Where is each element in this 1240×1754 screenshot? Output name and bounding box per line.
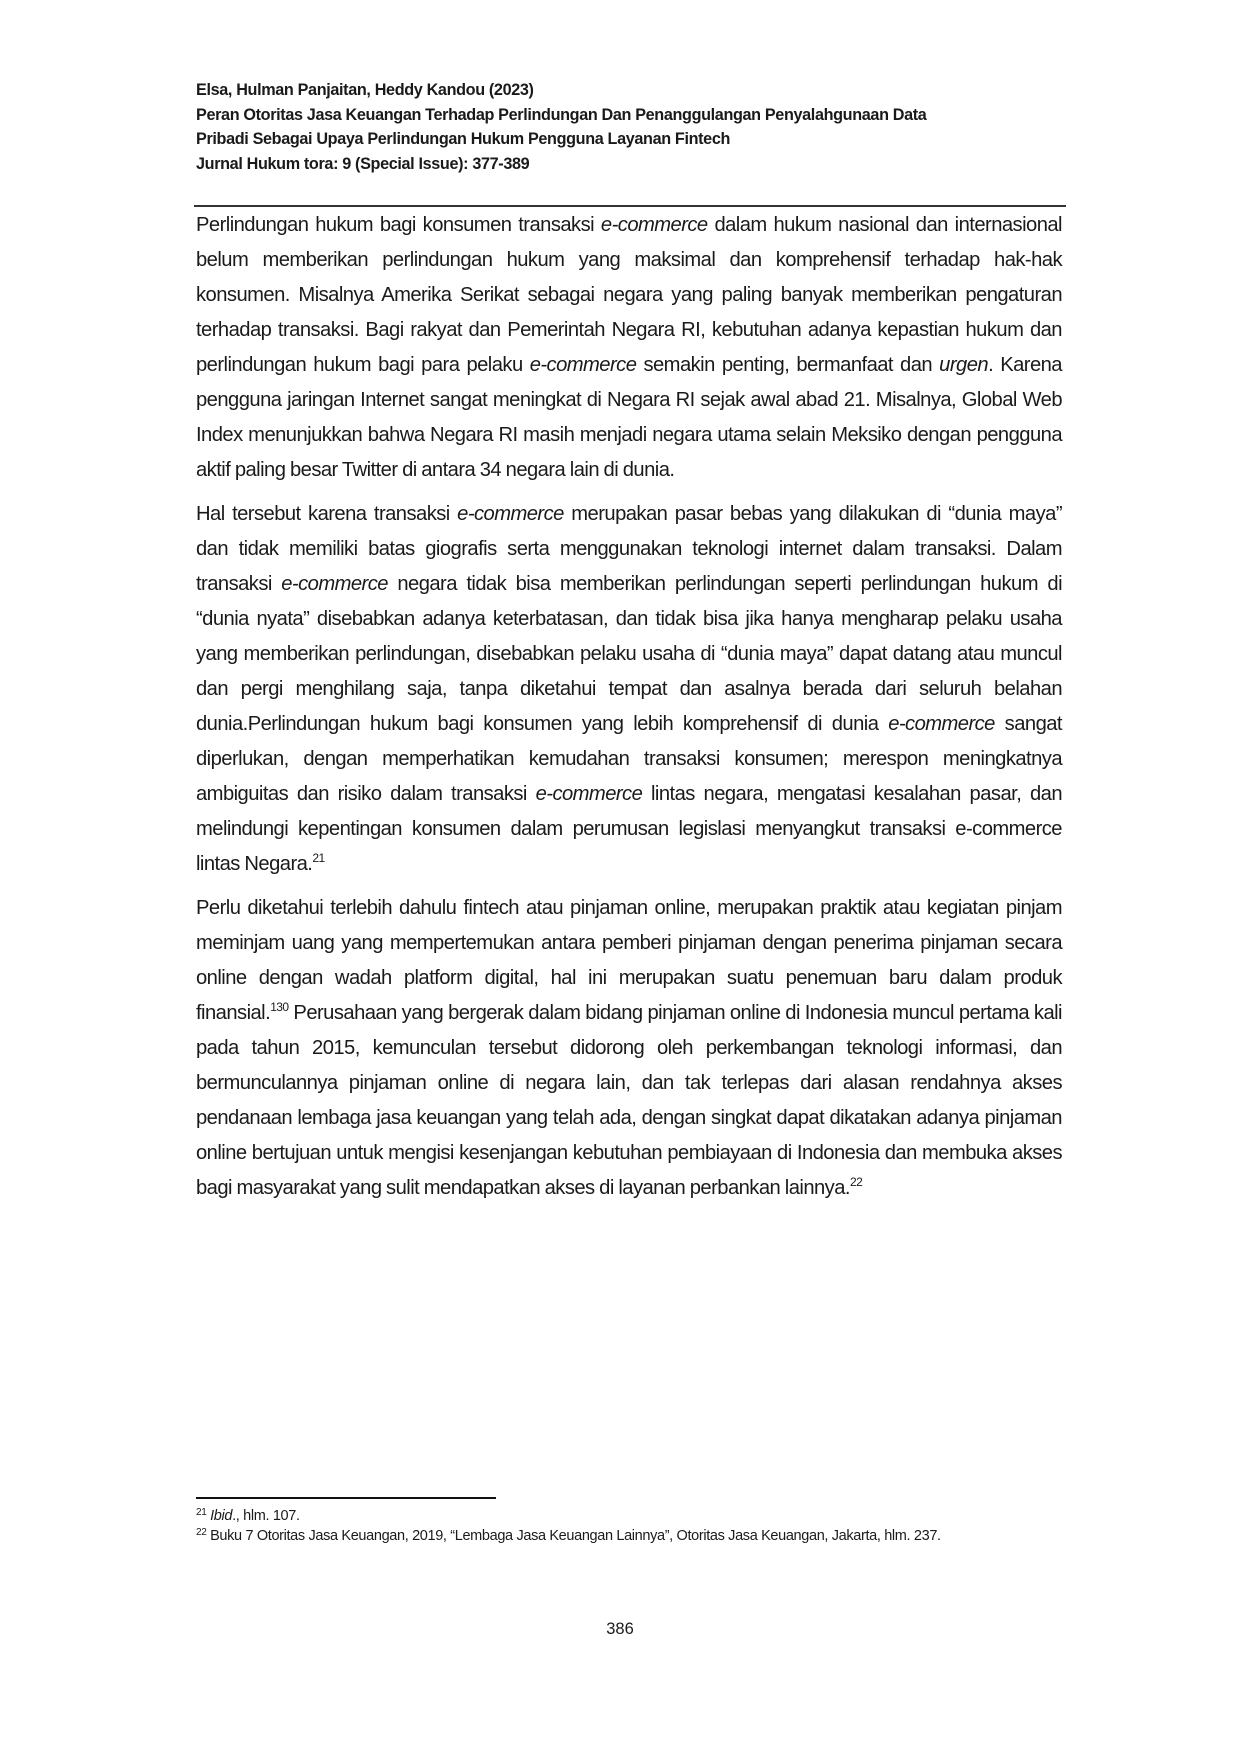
footnote-text: ., hlm. 107. <box>232 1508 300 1524</box>
footnote-text: Buku 7 Otoritas Jasa Keuangan, 2019, “Lembaga Jasa Keuangan Lainnya”, Otoritas Jasa Keuangan, Jakarta, hlm. 237. <box>206 1528 941 1544</box>
text-run: sangat diperlukan, dengan memperhatikan kemudahan transaksi konsumen; merespon meningkatnya ambiguitas dan risiko dalam transaksi <box>196 713 1062 805</box>
italic-term: urgen <box>939 354 989 376</box>
body-text <box>196 208 1062 1215</box>
italic-term: e-commerce <box>529 354 637 376</box>
header-authors: Elsa, Hulman Panjaitan, Heddy Kandou (2023) <box>196 81 534 99</box>
header-divider <box>194 205 1066 207</box>
footnote-ref[interactable]: 21 <box>312 851 325 865</box>
italic-term: e-commerce <box>600 214 708 236</box>
footnote-ref[interactable]: 22 <box>849 1175 863 1189</box>
text-run: lintas negara, mengatasi kesalahan pasar, dan melindungi kepentingan konsumen dalam perumusan legislasi menyangkut transaksi e-commerce lintas Negara. <box>196 783 1062 875</box>
paragraph-3 <box>196 891 1062 1206</box>
running-header <box>196 78 1066 176</box>
header-journal: Jurnal Hukum tora: 9 (Special Issue): 377-389 <box>196 154 530 173</box>
text-run: dalam hukum nasional dan internasional belum memberikan perlindungan hukum yang maksimal dan komprehensif terhadap hak-hak konsumen. Misalnya Amerika Serikat sebagai negara yang paling banyak memberikan pengaturan terhadap transaksi. Bagi rakyat dan Pemerintah Negara RI, kebutuhan adanya kepastian hukum dan perlindungan hukum bagi para pelaku <box>196 214 1062 376</box>
italic-term: e-commerce <box>888 713 995 735</box>
footnote-number: 21 <box>196 1507 207 1518</box>
footnote-22 <box>196 1526 1062 1546</box>
page-number: 386 <box>606 1620 634 1638</box>
text-run: Hal tersebut karena transaksi <box>196 503 458 525</box>
footnote-21 <box>196 1506 1062 1526</box>
paragraph-1 <box>196 208 1062 488</box>
italic-term: e-commerce <box>281 573 388 595</box>
footnotes <box>196 1506 1062 1546</box>
text-run: . Karena pengguna jaringan Internet sangat meningkat di Negara RI sejak awal abad 21. Misalnya, Global Web Index menunjukkan bahwa Negara RI masih menjadi negara utama selain Meksiko dengan pengguna aktif paling besar Twitter di antara 34 negara lain di dunia. <box>196 354 1062 481</box>
header-title-line-2: Pribadi Sebagai Upaya Perlindungan Hukum Pengguna Layanan Fintech <box>196 130 731 148</box>
paragraph-2 <box>196 497 1062 882</box>
italic-term: e-commerce <box>535 783 643 805</box>
footnote-number: 22 <box>196 1527 207 1538</box>
text-run: Perlu diketahui terlebih dahulu fintech atau pinjaman online, merupakan praktik atau kegiatan pinjam meminjam uang yang mempertemukan antara pemberi pinjaman dengan penerima pinjaman secara online dengan wadah platform digital, hal ini merupakan suatu penemuan baru dalam produk finansial. <box>196 897 1062 1024</box>
footnote-separator <box>196 1497 496 1499</box>
text-run: merupakan pasar bebas yang dilakukan di “dunia maya” dan tidak memiliki batas giografis serta menggunakan teknologi internet dalam transaksi. Dalam transaksi <box>196 503 1062 595</box>
italic-term: e-commerce <box>457 503 564 525</box>
header-title-line-1: Peran Otoritas Jasa Keuangan Terhadap Perlindungan Dan Penanggulangan Penyalahgunaan Data <box>196 105 927 124</box>
text-run: Perlindungan hukum bagi konsumen transaksi <box>196 214 601 236</box>
text-run: semakin penting, bermanfaat dan <box>636 354 940 376</box>
text-run: Perusahaan yang bergerak dalam bidang pinjaman online di Indonesia muncul pertama kali pada tahun 2015, kemunculan tersebut didorong oleh perkembangan teknologi informasi, dan bermunculannya pinjaman online di negara lain, dan tak terlepas dari alasan rendahnya akses pendanaan lembaga jasa keuangan yang telah ada, dengan singkat dapat dikatakan adanya pinjaman online bertujuan untuk mengisi kesenjangan kebutuhan pembiayaan di Indonesia dan membuka akses bagi masyarakat yang sulit mendapatkan akses di layanan perbankan lainnya. <box>196 1002 1062 1199</box>
footnote-ref[interactable]: 130 <box>270 1000 289 1014</box>
footnote-italic: Ibid <box>210 1508 233 1524</box>
text-run: negara tidak bisa memberikan perlindungan seperti perlindungan hukum di “dunia nyata” disebabkan adanya keterbatasan, dan tidak bisa jika hanya mengharap pelaku usaha yang memberikan perlindungan, disebabkan pelaku usaha di “dunia maya” dapat datang atau muncul dan pergi menghilang saja, tanpa diketahui tempat dan asalnya berada dari seluruh belahan dunia.Perlindungan hukum bagi konsumen yang lebih komprehensif di dunia <box>196 573 1063 735</box>
